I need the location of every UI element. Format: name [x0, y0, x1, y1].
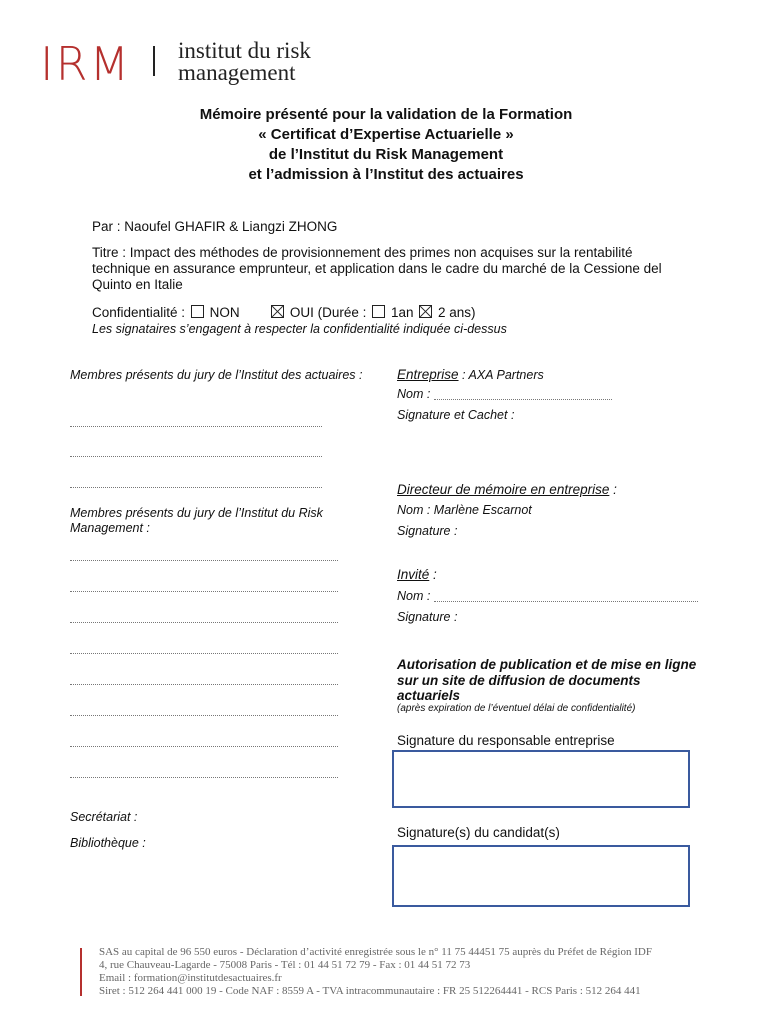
- jury-irm-line-4[interactable]: [70, 653, 338, 654]
- oui-label: OUI (Durée :: [289, 305, 367, 320]
- entreprise-row: [397, 367, 544, 383]
- footer-line-4: Siret : 512 264 441 000 19 - Code NAF : 8559 A - TVA intracommunautaire : FR 25 512264441 - RCS Paris : 512 264 441: [99, 985, 641, 997]
- footer-line-3: Email : formation@institutdesactuaires.fr: [99, 972, 282, 984]
- invite-row: [397, 567, 437, 582]
- jury-actuaires-line-1[interactable]: [70, 426, 322, 427]
- authors: Par : Naoufel GHAFIR & Liangzi ZHONG: [92, 219, 338, 234]
- one-year-label: 1an: [390, 305, 414, 320]
- invite-nom-field[interactable]: [434, 601, 698, 602]
- jury-irm-line-5[interactable]: [70, 684, 338, 685]
- jury-irm-line-7[interactable]: [70, 746, 338, 747]
- jury-irm-line-6[interactable]: [70, 715, 338, 716]
- footer: [99, 946, 652, 998]
- oui-checkbox[interactable]: [271, 305, 284, 318]
- sig-candidats-box[interactable]: [392, 845, 690, 907]
- directeur-row: [397, 482, 617, 497]
- irm-logo-text: [178, 40, 311, 84]
- jury-actuaires-line-2[interactable]: [70, 456, 322, 457]
- document-title: [60, 105, 712, 185]
- footer-line-2: 4, rue Chauveau-Lagarde - 75008 Paris - Tél : 01 44 51 72 79 - Fax : 01 44 51 72 73: [99, 959, 471, 971]
- entreprise-nom-label: Nom :: [397, 387, 431, 401]
- footer-accent-bar: [80, 948, 82, 996]
- title-line-3: de l’Institut du Risk Management: [268, 146, 504, 163]
- bibliotheque-label: Bibliothèque :: [70, 836, 146, 850]
- sig-responsable-label: Signature du responsable entreprise: [397, 733, 615, 748]
- non-label: NON: [209, 305, 240, 320]
- jury-irm-line-2[interactable]: [70, 591, 338, 592]
- logo-divider: [153, 46, 155, 76]
- invite-colon: :: [429, 567, 437, 582]
- invite-label: Invité: [397, 567, 430, 582]
- secretariat-label: Secrétariat :: [70, 810, 138, 824]
- directeur-signature-label: Signature :: [397, 524, 458, 538]
- invite-nom-label: Nom :: [397, 589, 431, 603]
- directeur-label: Directeur de mémoire en entreprise: [397, 482, 610, 497]
- sig-candidats-label: Signature(s) du candidat(s): [397, 825, 560, 840]
- invite-signature-label: Signature :: [397, 610, 458, 624]
- memoir-title: Titre : Impact des méthodes de provisionnement des primes non acquises sur la rentabilité technique en assurance emprunteur, et application dans le cadre du marché de la Cessione del Quinto en Italie: [92, 245, 662, 292]
- directeur-colon: :: [609, 482, 617, 497]
- logo-line-1: institut du risk: [178, 38, 311, 63]
- footer-line-1: SAS au capital de 96 550 euros - Déclaration d’activité enregistrée sous le n° 11 75 44451 75 auprès du Préfet de Région IDF: [99, 946, 652, 958]
- non-checkbox[interactable]: [191, 305, 204, 318]
- confidentiality-note: Les signataires s’engagent à respecter la confidentialité indiquée ci-dessus: [92, 322, 507, 336]
- autorisation-heading: Autorisation de publication et de mise en ligne sur un site de diffusion de documents actuariels: [397, 657, 697, 703]
- two-years-label: 2 ans): [438, 305, 476, 320]
- jury-irm-line-3[interactable]: [70, 622, 338, 623]
- logo-line-2: management: [178, 60, 296, 85]
- two-years-checkbox[interactable]: [419, 305, 432, 318]
- sig-responsable-box[interactable]: [392, 750, 690, 808]
- jury-irm-line-1[interactable]: [70, 560, 338, 561]
- jury-actuaires-label: Membres présents du jury de l’Institut des actuaires :: [70, 368, 363, 382]
- one-year-checkbox[interactable]: [372, 305, 385, 318]
- jury-irm-line-8[interactable]: [70, 777, 338, 778]
- jury-irm-label: Membres présents du jury de l’Institut du Risk Management :: [70, 506, 323, 535]
- entreprise-label: Entreprise: [397, 367, 459, 382]
- title-line-1: Mémoire présenté pour la validation de la Formation: [199, 106, 573, 123]
- directeur-nom: Nom : Marlène Escarnot: [397, 503, 532, 517]
- title-line-4: et l’admission à l’Institut des actuaires: [248, 166, 524, 183]
- signature-cachet-label: Signature et Cachet :: [397, 408, 515, 422]
- irm-logo-acronym: IRM: [40, 37, 132, 91]
- entreprise-value: : AXA Partners: [458, 368, 544, 382]
- confidentiality-row: [92, 305, 476, 321]
- confidentiality-label: Confidentialité :: [92, 305, 186, 320]
- entreprise-nom-field[interactable]: [434, 399, 612, 400]
- title-line-2: « Certificat d’Expertise Actuarielle »: [258, 126, 514, 143]
- autorisation-note: (après expiration de l’éventuel délai de confidentialité): [397, 703, 636, 714]
- jury-actuaires-line-3[interactable]: [70, 487, 322, 488]
